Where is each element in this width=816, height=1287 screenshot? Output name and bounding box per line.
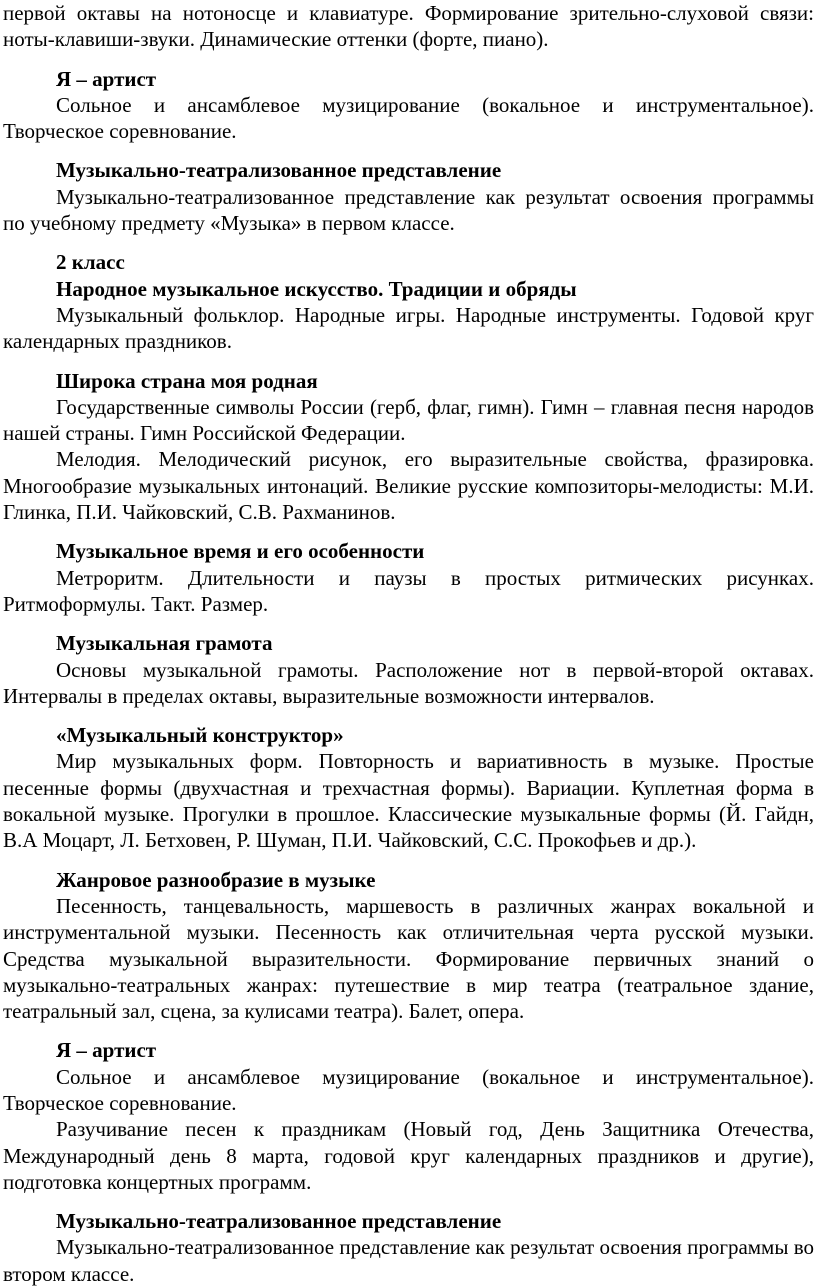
paragraph: Сольное и ансамблевое музицирование (вокальное и инструментальное). Творческое соревнование.: [3, 92, 814, 144]
heading-ya-artist-2: Я – артист: [56, 1038, 157, 1063]
paragraph: Разучивание песен к праздникам (Новый год, День Защитника Отечества, Международный день 8 марта, годовой круг календарных праздников и другие), подготовка концертных программ.: [3, 1117, 814, 1194]
heading-folk-art: Народное музыкальное искусство. Традиции и обряды: [56, 276, 577, 301]
document-page: [3, 0, 814, 1287]
paragraph: Песенность, танцевальность, маршевость в различных жанрах вокальной и инструментальной музыки. Песенность как отличительная черта русской музыки. Средства музыкальной выразительности. Формирование первичных знаний о музыкально-театральных жанрах: путешествие в мир театра (театральное здание, театральный зал, сцена, за кулисами театра). Балет, опера.: [3, 893, 814, 1024]
heading-grade-2: 2 класс: [56, 250, 125, 275]
paragraph: Основы музыкальной грамоты. Расположение нот в первой-второй октавах. Интервалы в пределах октавы, выразительные возможности интервалов.: [3, 657, 814, 708]
paragraph: Метроритм. Длительности и паузы в простых ритмических рисунках. Ритмоформулы. Такт. Размер.: [3, 565, 814, 616]
paragraph: Музыкальный фольклор. Народные игры. Народные инструменты. Годовой круг календарных праздников.: [3, 302, 814, 354]
paragraph: Мелодия. Мелодический рисунок, его выразительные свойства, фразировка. Многообразие музыкальных интонаций. Великие русские композиторы-мелодисты: М.И. Глинка, П.И. Чайковский, С.В. Рахманинов.: [3, 447, 814, 525]
heading-theatrical-performance: Музыкально-театрализованное представление: [56, 158, 502, 183]
paragraph: Мир музыкальных форм. Повторность и вариативность в музыке. Простые песенные формы (двухчастная и трехчастная формы). Вариации. Куплетная форма в вокальной музыке. Прогулки в прошлое. Классические музыкальные формы (Й. Гайдн, В.А Моцарт, Л. Бетховен, Р. Шуман, П.И. Чайковский, С.С. Прокофьев и др.).: [3, 749, 814, 853]
paragraph-continuation: первой октавы на нотоносце и клавиатуре. Формирование зрительно-слуховой связи: ноты-клавиши-звуки. Динамические оттенки (форте, пиано).: [3, 1, 814, 52]
heading-theatrical-performance-2: Музыкально-театрализованное представление: [56, 1209, 502, 1234]
paragraph: Государственные символы России (герб, флаг, гимн). Гимн – главная песня народов нашей страны. Гимн Российской Федерации.: [3, 394, 814, 446]
heading-genre-diversity: Жанровое разнообразие в музыке: [56, 867, 376, 892]
heading-music-literacy: Музыкальная грамота: [56, 631, 273, 656]
paragraph: Музыкально-театрализованное представление как результат освоения программы по учебному предмету «Музыка» в первом классе.: [3, 184, 814, 236]
paragraph: Музыкально-театрализованное представление как результат освоения программы во втором классе.: [3, 1235, 814, 1286]
heading-musical-time: Музыкальное время и его особенности: [56, 539, 425, 564]
paragraph: Сольное и ансамблевое музицирование (вокальное и инструментальное). Творческое соревнование.: [3, 1064, 814, 1115]
heading-wide-country: Широка страна моя родная: [56, 368, 318, 393]
heading-ya-artist: Я – артист: [56, 66, 157, 91]
heading-music-constructor: «Музыкальный конструктор»: [56, 723, 344, 748]
